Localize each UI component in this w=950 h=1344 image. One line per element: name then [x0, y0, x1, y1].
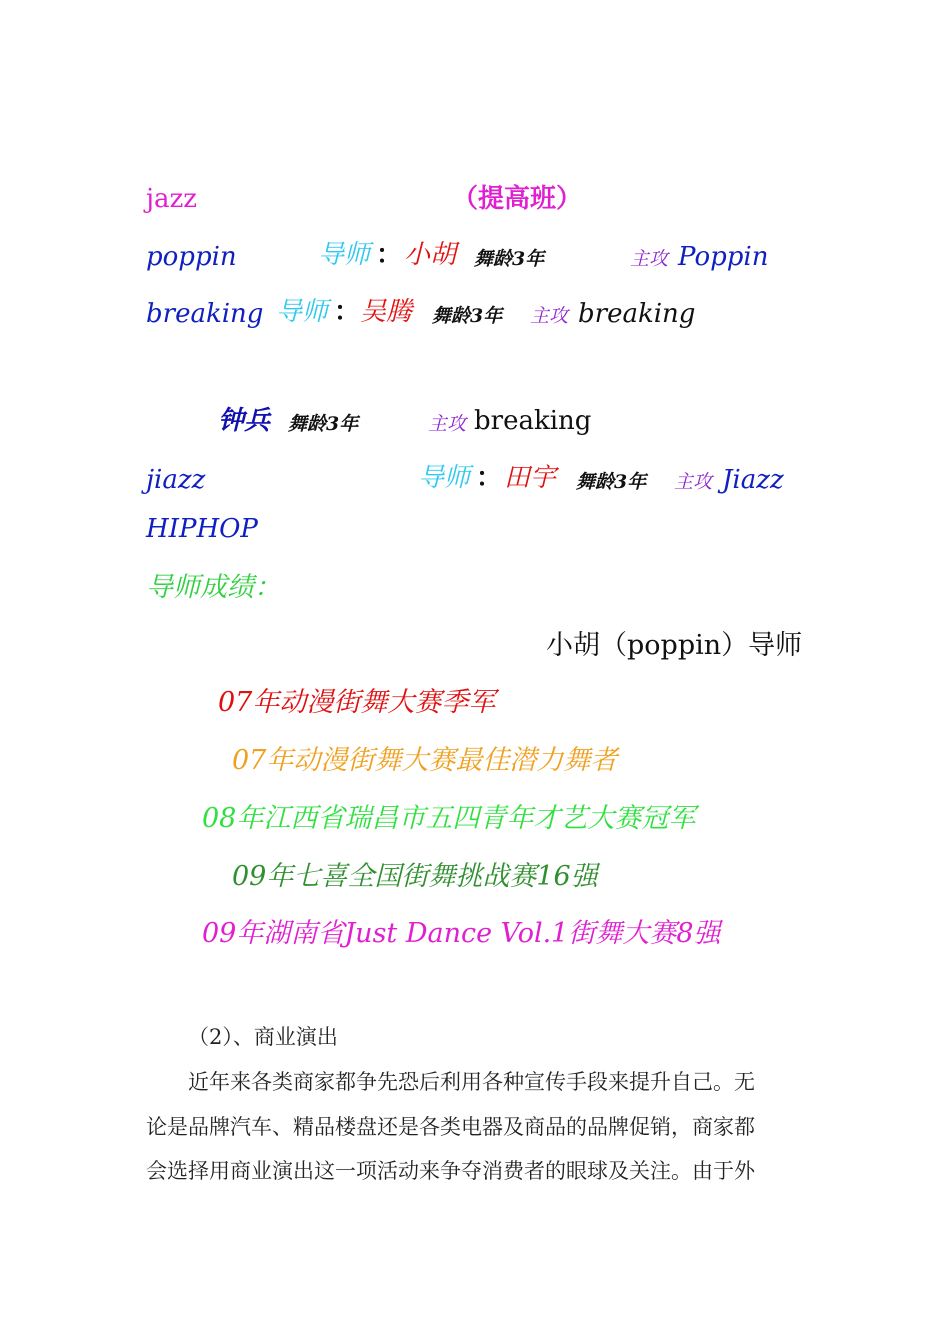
achievement-item: 08年江西省瑞昌市五四青年才艺大赛冠军 — [202, 803, 696, 834]
poppin-focus-label: 主攻 — [630, 248, 669, 270]
jiazz-focus-value: Jiazz — [722, 465, 784, 495]
paragraph-line: 会选择用商业演出这一项活动来争夺消费者的眼球及关注。由于外 — [146, 1159, 755, 1183]
poppin-dance-age: 舞龄3年 — [474, 248, 545, 270]
achievement-item: 07年动漫街舞大赛最佳潜力舞者 — [232, 745, 618, 776]
jiazz-dance-age: 舞龄3年 — [576, 471, 647, 493]
achievement-item: 09年湖南省Just Dance Vol.1街舞大赛8强 — [202, 918, 721, 949]
jiazz-focus-label: 主攻 — [674, 471, 713, 493]
jiazz-mentor-name: 田宇 — [504, 463, 557, 493]
achievement-item: 07年动漫街舞大赛季军 — [218, 687, 496, 718]
breaking-focus-label: 主攻 — [530, 305, 569, 327]
poppin-focus-value: Poppin — [678, 242, 769, 272]
jazz-class-label: （提高班） — [452, 184, 583, 214]
poppin-style: poppin — [146, 242, 237, 272]
breaking-mentor-name: 吴腾 — [360, 297, 413, 327]
poppin-colon: ： — [376, 240, 403, 270]
achievements-heading: 导师成绩： — [146, 572, 281, 603]
breaking2-mentor-name: 钟兵 — [218, 406, 271, 436]
section-heading: （2）、商业演出 — [188, 1025, 338, 1049]
breaking2-focus-value: breaking — [474, 406, 592, 436]
poppin-mentor-name: 小胡 — [404, 240, 457, 270]
breaking-dance-age: 舞龄3年 — [432, 305, 503, 327]
hiphop-style: HIPHOP — [146, 514, 258, 544]
poppin-mentor-label: 导师 — [318, 240, 371, 270]
breaking2-focus-label: 主攻 — [428, 413, 467, 435]
achievement-item: 09年七喜全国街舞挑战赛16强 — [232, 861, 598, 892]
breaking2-dance-age: 舞龄3年 — [288, 413, 359, 435]
jiazz-colon: ： — [476, 463, 503, 493]
jiazz-mentor-label: 导师 — [418, 463, 471, 493]
paragraph-line: 论是品牌汽车、精品楼盘还是各类电器及商品的品牌促销，商家都 — [146, 1115, 755, 1139]
jazz-style: jazz — [146, 184, 197, 214]
paragraph-line: 近年来各类商家都争先恐后利用各种宣传手段来提升自己。无 — [188, 1070, 755, 1094]
breaking-colon: ： — [334, 297, 361, 327]
breaking-focus-value: breaking — [578, 299, 696, 329]
breaking-mentor-label: 导师 — [276, 297, 329, 327]
jiazz-style: jiazz — [146, 465, 206, 495]
mentor-title: 小胡（poppin）导师 — [546, 630, 803, 661]
breaking-style: breaking — [146, 299, 264, 329]
